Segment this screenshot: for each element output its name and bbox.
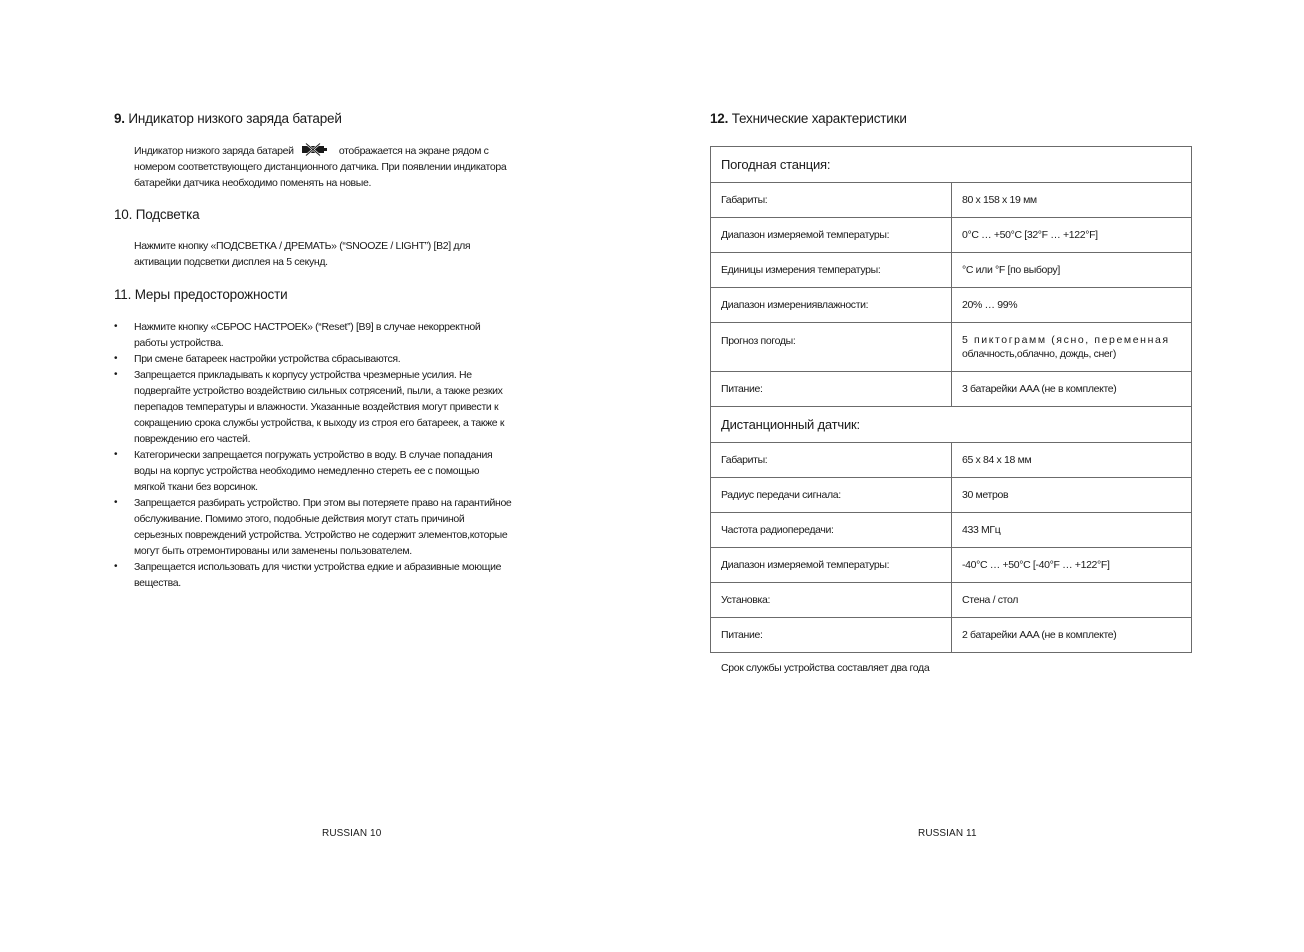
- spec-value: Стена / стол: [952, 583, 1192, 618]
- spec-value: 20% … 99%: [952, 288, 1192, 323]
- right-page: [652, 0, 1304, 952]
- spec-label: Диапазон измеряемой температуры:: [711, 548, 952, 583]
- section-12-heading: 12. Технические характеристики: [710, 111, 907, 126]
- spec-value: 65 x 84 x 18 мм: [952, 443, 1192, 478]
- table-row: [711, 372, 1192, 407]
- spec-label: Габариты:: [711, 183, 952, 218]
- section-9-text: Индикатор низкого заряда батарей отображается на экране рядом с номером соответствующего дистанционного датчика. При появлении индикатора батарейки датчика необходимо поменять на новые.: [134, 145, 507, 189]
- spec-label: Единицы измерения температуры:: [711, 253, 952, 288]
- battery-low-icon: [300, 143, 330, 156]
- precautions-list: [114, 319, 574, 591]
- service-life-note: Срок службы устройства составляет два года: [721, 662, 930, 674]
- spec-value: -40°C … +50°C [-40°F … +122°F]: [952, 548, 1192, 583]
- section-10-text: Нажмите кнопку «ПОДСВЕТКА / ДРЕМАТЬ» (“SNOOZE / LIGHT”) [B2] для активации подсветки дисплея на 5 секунд.: [134, 240, 471, 268]
- table-section-header: Дистанционный датчик:: [711, 407, 1192, 443]
- spec-value: 0°C … +50°C [32°F … +122°F]: [952, 218, 1192, 253]
- spec-value: 5 пиктограмм (ясно, переменная облачность,облачно, дождь, снег): [952, 323, 1192, 372]
- spec-label: Прогноз погоды:: [711, 323, 952, 372]
- spec-label: Питание:: [711, 372, 952, 407]
- section-11-heading: 11. Меры предосторожности: [114, 287, 288, 302]
- list-item: • При смене батареек настройки устройства сбрасываются.: [114, 351, 574, 367]
- spec-value: 30 метров: [952, 478, 1192, 513]
- table-row: [711, 183, 1192, 218]
- table-row: [711, 583, 1192, 618]
- spec-label: Частота радиопередачи:: [711, 513, 952, 548]
- specs-table: [710, 146, 1192, 653]
- list-item: • Категорически запрещается погружать устройство в воду. В случае попадания воды на корпус устройства необходимо немедленно стереть ее с помощью мягкой ткани без ворсинок.: [114, 447, 574, 495]
- section-9-heading: 9. Индикатор низкого заряда батарей: [114, 111, 342, 126]
- page-footer: RUSSIAN 10: [322, 828, 382, 839]
- table-row: [711, 618, 1192, 653]
- list-item: • Нажмите кнопку «СБРОС НАСТРОЕК» (“Reset”) [B9] в случае некорректной работы устройства.: [114, 319, 574, 351]
- spec-label: Питание:: [711, 618, 952, 653]
- table-row: [711, 548, 1192, 583]
- table-section-header: Погодная станция:: [711, 147, 1192, 183]
- spec-value: 80 x 158 x 19 мм: [952, 183, 1192, 218]
- section-10-heading: 10. Подсветка: [114, 207, 200, 222]
- table-row: [711, 323, 1192, 372]
- table-row: [711, 218, 1192, 253]
- spec-label: Установка:: [711, 583, 952, 618]
- list-item: • Запрещается разбирать устройство. При этом вы потеряете право на гарантийное обслуживание. Помимо этого, подобные действия могут стать причиной серьезных повреждений устройства. Устройство не содержит элементов,которые могут быть отремонтированы или заменены пользователем.: [114, 495, 574, 559]
- list-item: • Запрещается прикладывать к корпусу устройства чрезмерные усилия. Не подвергайте устройство воздействию сильных сотрясений, пыли, а также резких перепадов температуры и влажности. Указанные воздействия могут привести к сокращению срока службы устройства, к выходу из строя его батареек, а также к повреждению его частей.: [114, 367, 574, 447]
- page-footer: RUSSIAN 11: [918, 828, 977, 839]
- spec-value: °C или °F [по выбору]: [952, 253, 1192, 288]
- table-row: [711, 443, 1192, 478]
- spec-value: 3 батарейки AAA (не в комплекте): [952, 372, 1192, 407]
- list-item: • Запрещается использовать для чистки устройства едкие и абразивные моющие вещества.: [114, 559, 574, 591]
- spec-label: Диапазон измеряемой температуры:: [711, 218, 952, 253]
- spec-value: 433 МГц: [952, 513, 1192, 548]
- table-row: [711, 288, 1192, 323]
- table-row: [711, 478, 1192, 513]
- table-row: [711, 513, 1192, 548]
- table-row: [711, 253, 1192, 288]
- spec-label: Радиус передачи сигнала:: [711, 478, 952, 513]
- spec-value: 2 батарейки AAA (не в комплекте): [952, 618, 1192, 653]
- spec-label: Габариты:: [711, 443, 952, 478]
- spec-label: Диапазон измерениявлажности:: [711, 288, 952, 323]
